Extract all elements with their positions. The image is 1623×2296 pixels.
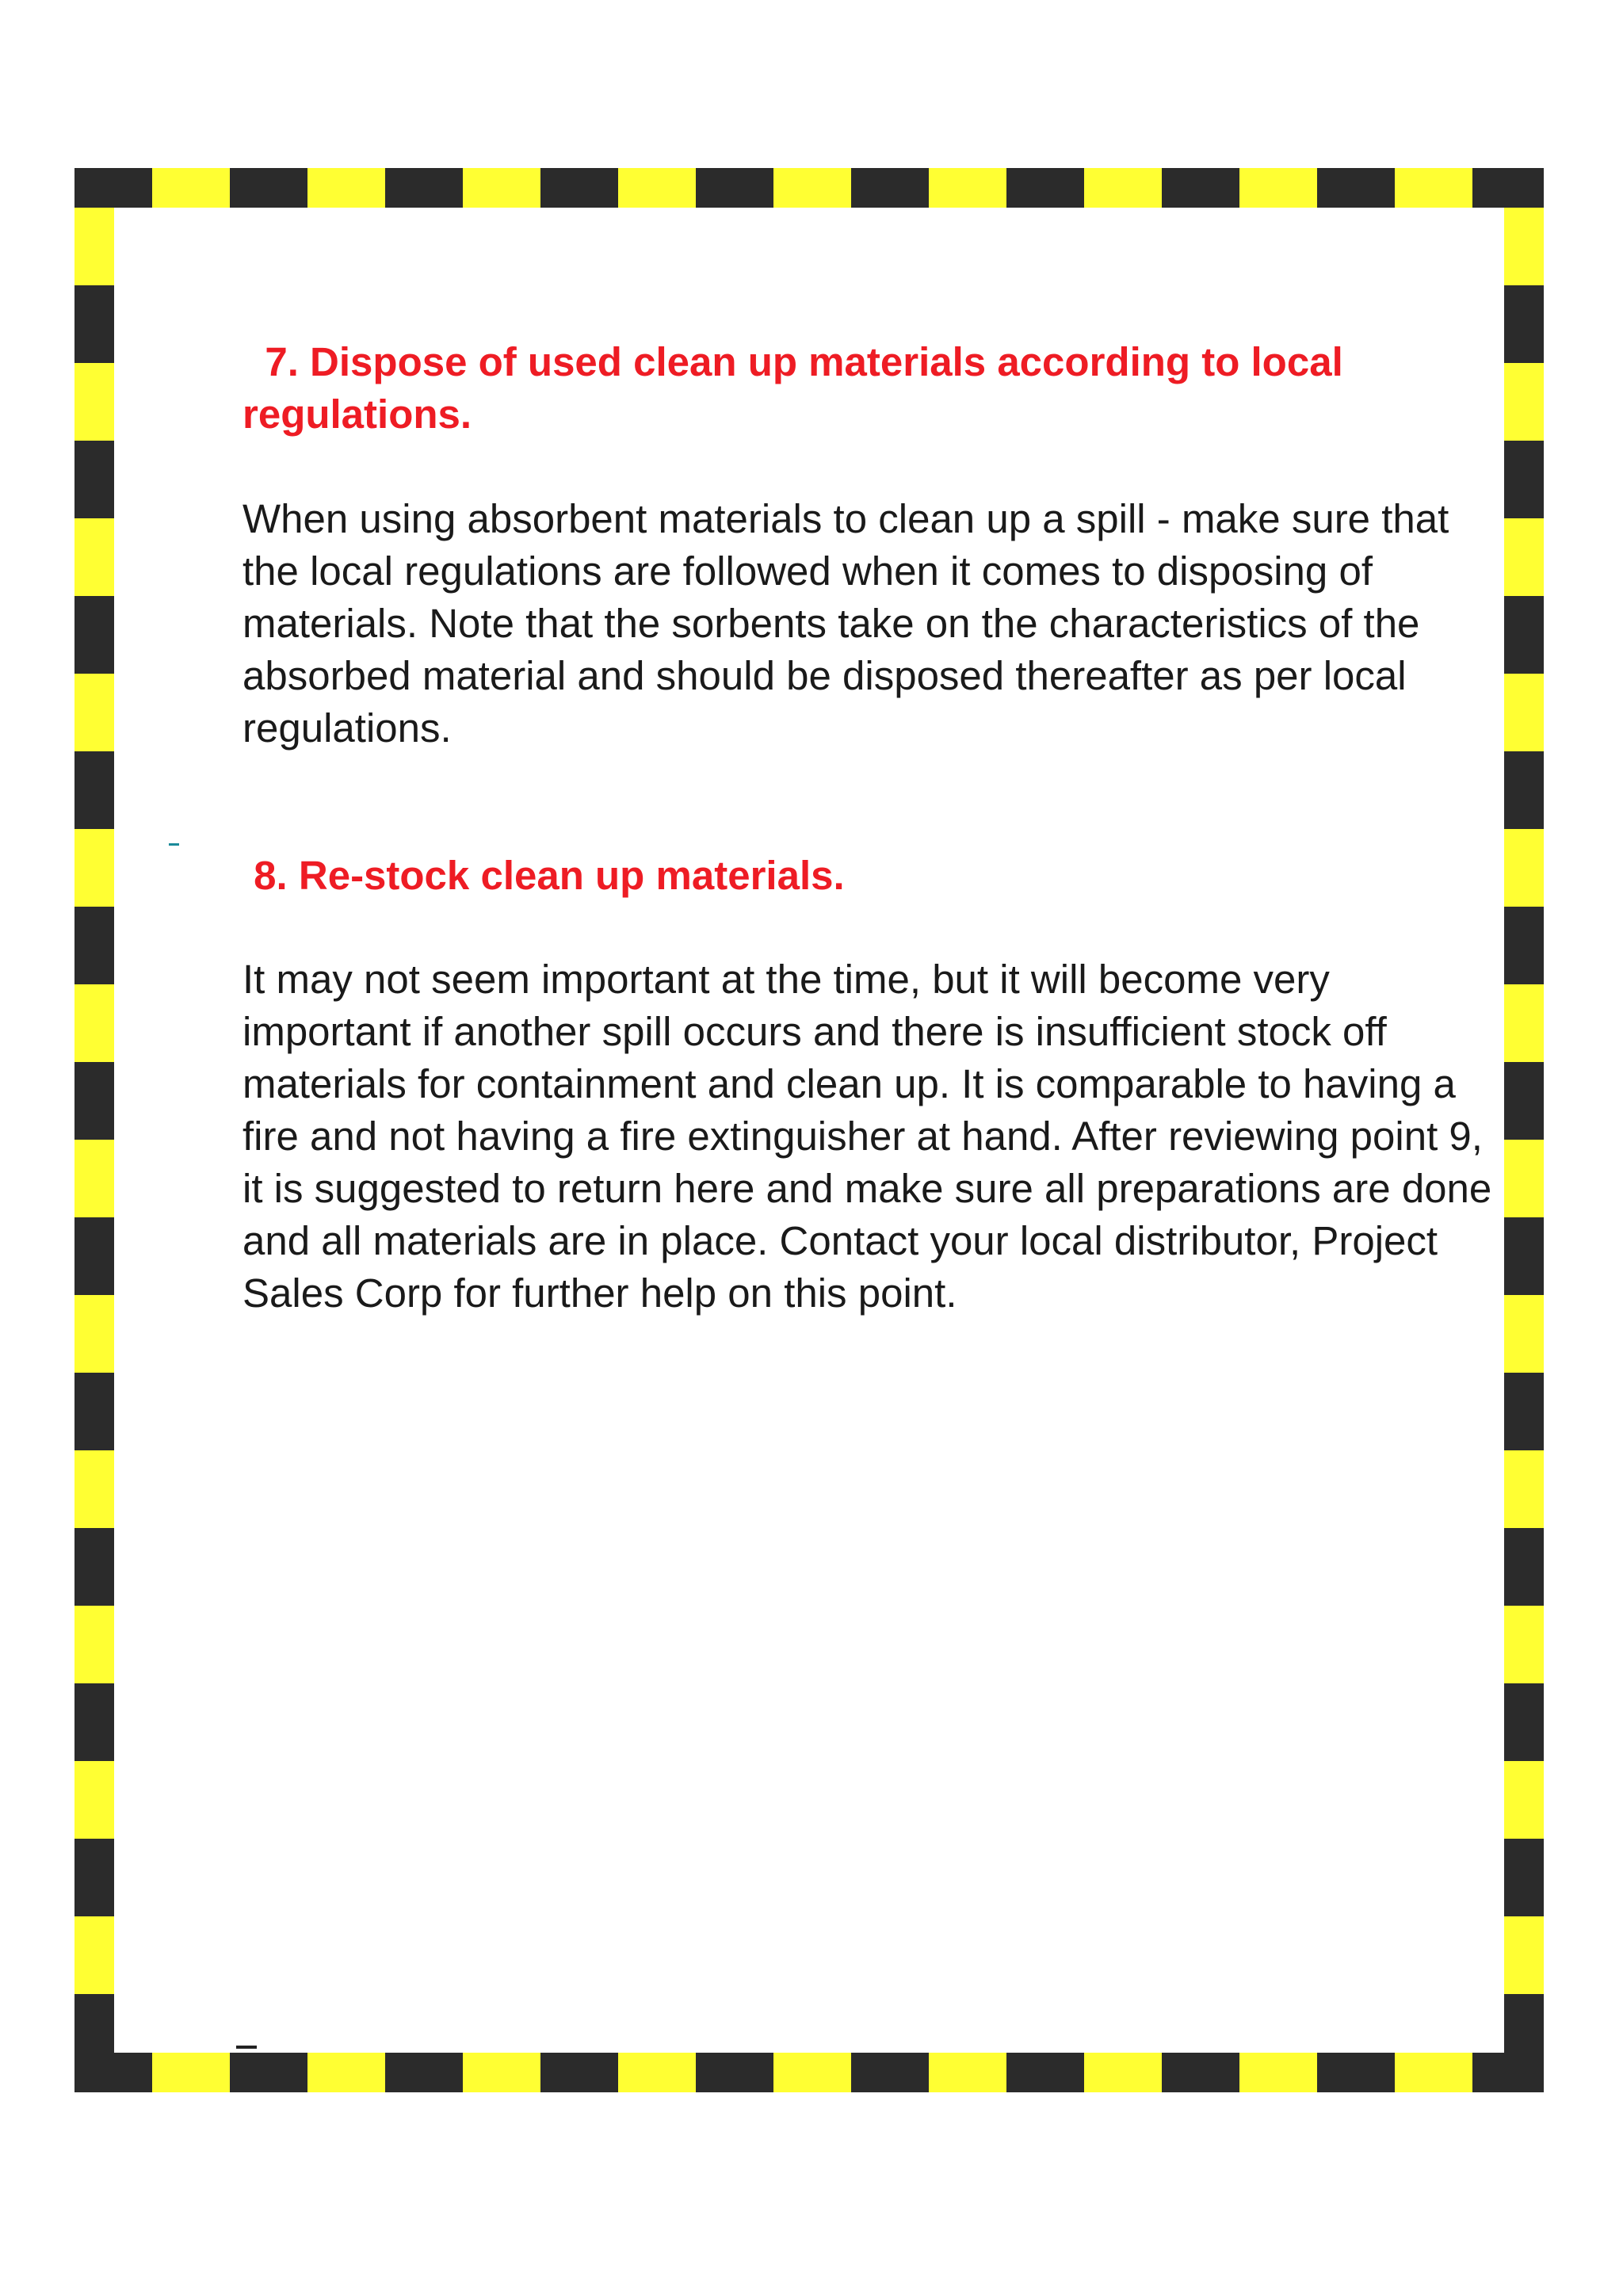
border-stripe-bottom bbox=[307, 2053, 385, 2092]
border-stripe-bottom bbox=[1317, 2053, 1395, 2092]
border-stripe-left bbox=[74, 1140, 114, 1217]
border-stripe-bottom bbox=[1162, 2053, 1239, 2092]
border-stripe-right bbox=[1504, 1606, 1544, 1683]
border-stripe-right bbox=[1504, 829, 1544, 907]
border-stripe-right bbox=[1504, 1916, 1544, 1994]
border-stripe-left bbox=[74, 1916, 114, 1994]
border-stripe-left bbox=[74, 984, 114, 1062]
border-stripe-bottom bbox=[1006, 2053, 1084, 2092]
border-stripe-top bbox=[851, 168, 929, 208]
border-stripe-left bbox=[74, 1839, 114, 1916]
border-stripe-bottom bbox=[618, 2053, 696, 2092]
border-stripe-right bbox=[1504, 518, 1544, 596]
border-stripe-right bbox=[1504, 984, 1544, 1062]
border-stripe-right bbox=[1504, 1683, 1544, 1761]
border-stripe-right bbox=[1504, 751, 1544, 829]
border-stripe-right bbox=[1504, 363, 1544, 441]
border-stripe-top bbox=[74, 168, 152, 208]
border-stripe-left bbox=[74, 1683, 114, 1761]
border-stripe-right bbox=[1504, 1528, 1544, 1606]
border-stripe-bottom bbox=[1395, 2053, 1472, 2092]
border-stripe-top bbox=[1239, 168, 1317, 208]
border-stripe-right bbox=[1504, 441, 1544, 518]
border-stripe-left bbox=[74, 285, 114, 363]
border-stripe-right bbox=[1504, 1839, 1544, 1916]
border-stripe-right bbox=[1504, 674, 1544, 751]
section-7-body: When using absorbent materials to clean up a spill - make sure that the local regulations are followed when it comes to disposing of materials. Note that the sorbents take on the characteristics of the absorbed material and should be disposed thereafter as per local regulations. bbox=[242, 496, 1461, 751]
border-stripe-top bbox=[618, 168, 696, 208]
border-stripe-top bbox=[463, 168, 540, 208]
border-stripe-left bbox=[74, 363, 114, 441]
border-stripe-top bbox=[696, 168, 773, 208]
border-stripe-top bbox=[1162, 168, 1239, 208]
border-stripe-left bbox=[74, 1606, 114, 1683]
border-stripe-top bbox=[1006, 168, 1084, 208]
border-stripe-left bbox=[74, 596, 114, 674]
border-stripe-right bbox=[1504, 1140, 1544, 1217]
border-stripe-left bbox=[74, 751, 114, 829]
border-stripe-bottom bbox=[74, 2053, 152, 2092]
border-stripe-bottom bbox=[230, 2053, 307, 2092]
border-stripe-top bbox=[307, 168, 385, 208]
border-stripe-bottom bbox=[851, 2053, 929, 2092]
border-stripe-top bbox=[1084, 168, 1162, 208]
border-stripe-top bbox=[152, 168, 230, 208]
border-stripe-bottom bbox=[1084, 2053, 1162, 2092]
border-stripe-left bbox=[74, 907, 114, 984]
border-stripe-right bbox=[1504, 1295, 1544, 1373]
border-stripe-left bbox=[74, 1761, 114, 1839]
border-stripe-bottom bbox=[463, 2053, 540, 2092]
border-stripe-left bbox=[74, 1295, 114, 1373]
border-stripe-top bbox=[1317, 168, 1395, 208]
border-stripe-top bbox=[385, 168, 463, 208]
border-stripe-right bbox=[1504, 596, 1544, 674]
margin-dash-mark bbox=[169, 843, 179, 846]
border-stripe-top bbox=[230, 168, 307, 208]
border-stripe-bottom bbox=[540, 2053, 618, 2092]
border-stripe-right bbox=[1504, 1994, 1544, 2053]
border-stripe-right bbox=[1504, 1373, 1544, 1450]
border-stripe-left bbox=[74, 1062, 114, 1140]
border-stripe-left bbox=[74, 1373, 114, 1450]
border-stripe-bottom bbox=[385, 2053, 463, 2092]
border-stripe-bottom bbox=[696, 2053, 773, 2092]
border-stripe-bottom bbox=[1472, 2053, 1544, 2092]
border-stripe-top bbox=[773, 168, 851, 208]
scan-artifact-mark bbox=[236, 2046, 257, 2049]
border-stripe-right bbox=[1504, 1761, 1544, 1839]
border-stripe-left bbox=[74, 518, 114, 596]
border-stripe-left bbox=[74, 441, 114, 518]
border-stripe-top bbox=[929, 168, 1006, 208]
border-stripe-left bbox=[74, 1994, 114, 2053]
border-stripe-right bbox=[1504, 907, 1544, 984]
border-stripe-left bbox=[74, 1450, 114, 1528]
border-stripe-left bbox=[74, 829, 114, 907]
section-8-heading: 8. Re-stock clean up materials. bbox=[242, 853, 845, 898]
border-stripe-left bbox=[74, 1528, 114, 1606]
border-stripe-right bbox=[1504, 1062, 1544, 1140]
border-stripe-right bbox=[1504, 1217, 1544, 1295]
border-stripe-bottom bbox=[929, 2053, 1006, 2092]
border-stripe-right bbox=[1504, 285, 1544, 363]
border-stripe-left bbox=[74, 208, 114, 285]
border-stripe-right bbox=[1504, 1450, 1544, 1528]
border-stripe-left bbox=[74, 1217, 114, 1295]
border-stripe-top bbox=[1472, 168, 1544, 208]
border-stripe-bottom bbox=[1239, 2053, 1317, 2092]
section-7-heading: 7. Dispose of used clean up materials according to local regulations. bbox=[242, 339, 1366, 437]
border-stripe-bottom bbox=[152, 2053, 230, 2092]
section-8-body: It may not seem important at the time, but it will become very important if another spill occurs and there is insufficient stock off materials for containment and clean up. It is comparable to having a fire and not having a fire extinguisher at hand. After reviewing point 9, it is suggested to return here and make sure all preparations are done and all materials are in place. Contact your local distributor, Project Sales Corp for further help on this point. bbox=[242, 957, 1503, 1316]
border-stripe-top bbox=[1395, 168, 1472, 208]
border-stripe-left bbox=[74, 674, 114, 751]
border-stripe-top bbox=[540, 168, 618, 208]
border-stripe-right bbox=[1504, 208, 1544, 285]
border-stripe-bottom bbox=[773, 2053, 851, 2092]
